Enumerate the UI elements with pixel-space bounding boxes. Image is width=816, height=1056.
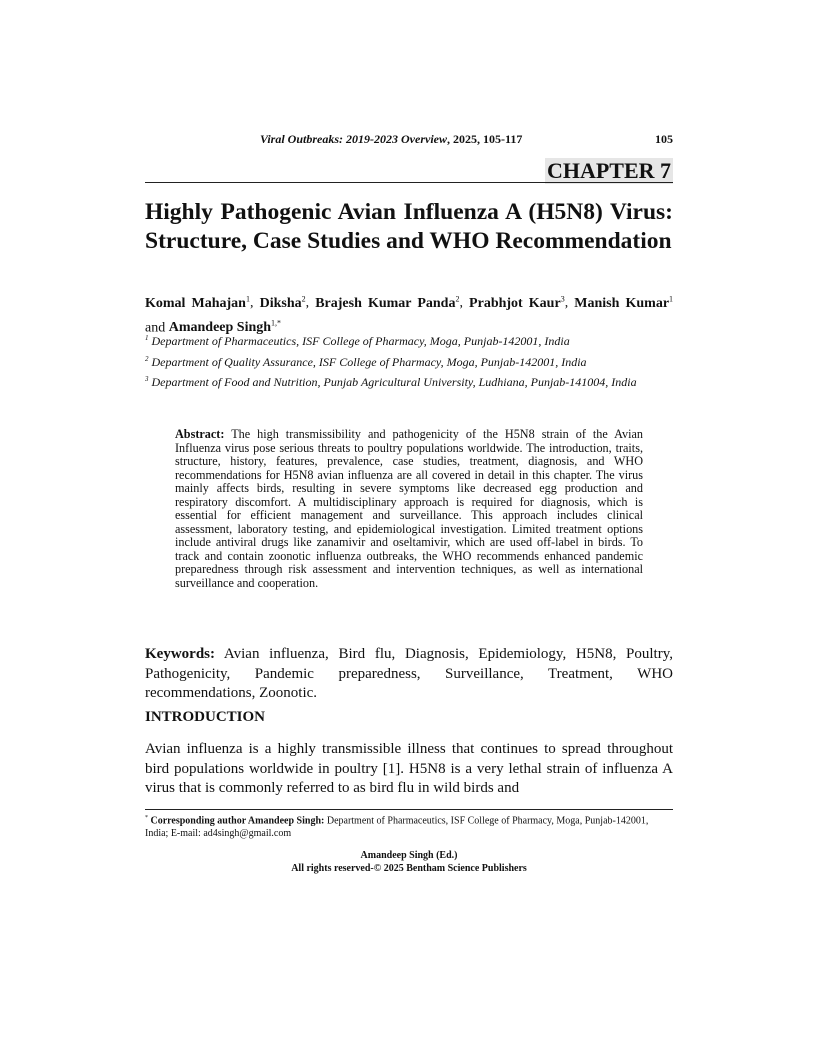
affiliation: $^1$ Department of Pharmaceutics, ISF College of Pharmacy, Moga, Punjab-142001, India [145,334,570,348]
introduction-heading: INTRODUCTION [145,709,266,725]
chapter-label-box [545,158,673,184]
author: Amandeep Singh$^{1,*}$ [168,318,282,336]
author: Komal Mahajan$^1$ [145,294,250,311]
keywords [145,645,673,704]
footnote-divider [145,809,673,810]
abstract-text: The high transmissibility and pathogenicity of the H5N8 strain of the Avian Influenza virus pose serious threats to poultry populations worldwide. The introduction, traits, structure, history, features, prevalence, case studies, treatment, diagnosis, and WHO recommendations for H5N8 avian influenza are all covered in detail in this chapter. The virus mainly affects birds, resulting in severe symptoms like decreased egg production and respiratory discomfort. A multidisciplinary approach is required for diagnosis, which is essential for efficient management and surveillance. This approach includes clinical assessment, laboratory testing, and epidemiological investigation. Limited treatment options include antiviral drugs like zanamivir and oseltamivir, which are used off-label in birds. To track and contain zoonotic influenza outbreaks, the WHO recommends enhanced pandemic preparedness through risk assessment and intervention techniques, as well as international surveillance and cooperation. [175,427,643,590]
affiliation-list [145,330,673,392]
corresponding-author-footnote: * Corresponding author Amandeep Singh: Department of Pharmaceutics, ISF College of Pharmacy, Moga, Punjab-142001, India; E-mail: ad4singh@gmail.com [145,815,649,840]
abstract [175,428,643,590]
journal-volume-pages: , 2025, 105-117 [447,132,523,146]
author: Manish Kumar$^1$ [574,294,674,311]
author-list: Komal Mahajan$^1$, Diksha$^2$, Brajesh Kumar Panda$^2$, Prabhjot Kaur$^3$, Manish Kumar$^1$ and Amandeep Singh$^{1,*}$ [145,294,674,336]
abstract-label: Abstract: [175,427,225,441]
editor-line: Amandeep Singh (Ed.) [360,850,458,861]
introduction-paragraph: Avian influenza is a highly transmissible illness that continues to spread throughout bird populations worldwide in poultry [1]. H5N8 is a very lethal strain of influenza A virus that is commonly referred to as bird flu in wild birds and [145,741,673,796]
author: Prabhjot Kaur$^3$ [469,294,565,311]
publisher-imprint [145,849,673,875]
journal-citation [260,132,522,147]
page-number: 105 [655,132,673,146]
running-header [145,132,673,148]
chapter-label: CHAPTER 7 [546,158,671,183]
author: Diksha$^2$ [259,294,306,311]
affiliation: $^3$ Department of Food and Nutrition, Punjab Agricultural University, Ludhiana, Punjab-141004, India [145,375,637,389]
rights-line: All rights reserved-© 2025 Bentham Science Publishers [291,863,527,874]
keywords-label: Keywords: [145,646,215,662]
journal-title: Viral Outbreaks: 2019-2023 Overview [260,132,447,146]
keywords-text: Avian influenza, Bird flu, Diagnosis, Epidemiology, H5N8, Poultry, Pathogenicity, Pandemic preparedness, Surveillance, Treatment, WHO recommendations, Zoonotic. [145,646,673,701]
footnote-text: Department of Pharmaceutics, ISF College of Pharmacy, Moga, Punjab-142001, India; E-mail: ad4singh@gmail.com [145,815,649,840]
chapter-divider [145,182,673,183]
affiliation: $^2$ Department of Quality Assurance, ISF College of Pharmacy, Moga, Punjab-142001, India [145,354,587,369]
chapter-title: Highly Pathogenic Avian Influenza A (H5N8) Virus: Structure, Case Studies and WHO Recommendation [145,199,673,254]
footnote-label: Corresponding author Amandeep Singh: [150,815,325,827]
author: Brajesh Kumar Panda$^2$ [315,294,460,311]
